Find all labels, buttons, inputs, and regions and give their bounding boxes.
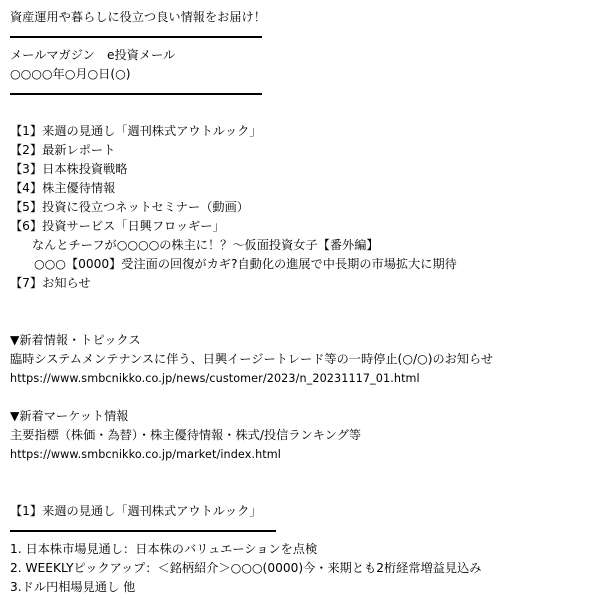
news-link[interactable]: https://www.smbcnikko.co.jp/news/customer/2023/n_20231117_01.html [10,372,420,385]
news-text: 臨時システムメンテナンスに伴う、日興イージートレード等の一時停止(○/○)のお知らせ [10,352,494,366]
outlook-item: 1. 日本株市場見通し：日本株のバリュエーションを点検 [10,542,318,556]
toc-item: 【4】株主優待情報 [10,181,116,195]
market-section [10,407,608,464]
outlook-item: 2. WEEKLYピックアップ：＜銘柄紹介＞○○○(0000)今・来期とも2桁経常増益見込み [10,561,482,575]
toc-item: 【7】お知らせ [10,276,91,290]
toc-item: 【3】日本株投資戦略 [10,162,128,176]
spacer [10,464,608,483]
magazine-name: メールマガジン e投資メール [10,48,176,62]
market-text: 主要指標（株価・為替）・株主優待情報・株式/投信ランキング等 [10,428,362,442]
table-of-contents [10,122,608,293]
spacer [10,388,608,407]
toc-item: 【6】投資サービス「日興フロッギー」 [10,219,225,233]
news-heading: ▼新着情報・トピックス [10,333,141,347]
outlook-item: 3.ドル円相場見通し 他 [10,580,136,594]
news-section [10,331,608,388]
spacer [10,312,608,331]
divider [10,84,608,103]
tagline: 資産運用や暮らしに役立つ良い情報をお届け！ [10,10,266,24]
toc-item: 【1】来週の見通し「週刊株式アウトルック」 [10,124,262,138]
market-heading: ▼新着マーケット情報 [10,409,129,423]
spacer [10,103,608,122]
divider [10,521,608,540]
outlook-heading: 【1】来週の見通し「週刊株式アウトルック」 [10,504,262,518]
toc-sub-item: ○○○【0000】受注面の回復がカギ?自動化の進展で中長期の市場拡大に期待 [34,257,457,271]
toc-item: 【2】最新レポート [10,143,116,157]
spacer [10,293,608,312]
toc-sub-item: なんとチーフが○○○○の株主に！？～仮面投資女子【番外編】 [32,238,379,252]
divider [10,27,608,46]
outlook-section [10,502,608,597]
market-link[interactable]: https://www.smbcnikko.co.jp/market/index.html [10,448,281,461]
spacer [10,483,608,502]
issue-date: ○○○○年○月○日(○) [10,67,131,81]
toc-item: 【5】投資に役立つネットセミナー（動画） [10,200,249,214]
